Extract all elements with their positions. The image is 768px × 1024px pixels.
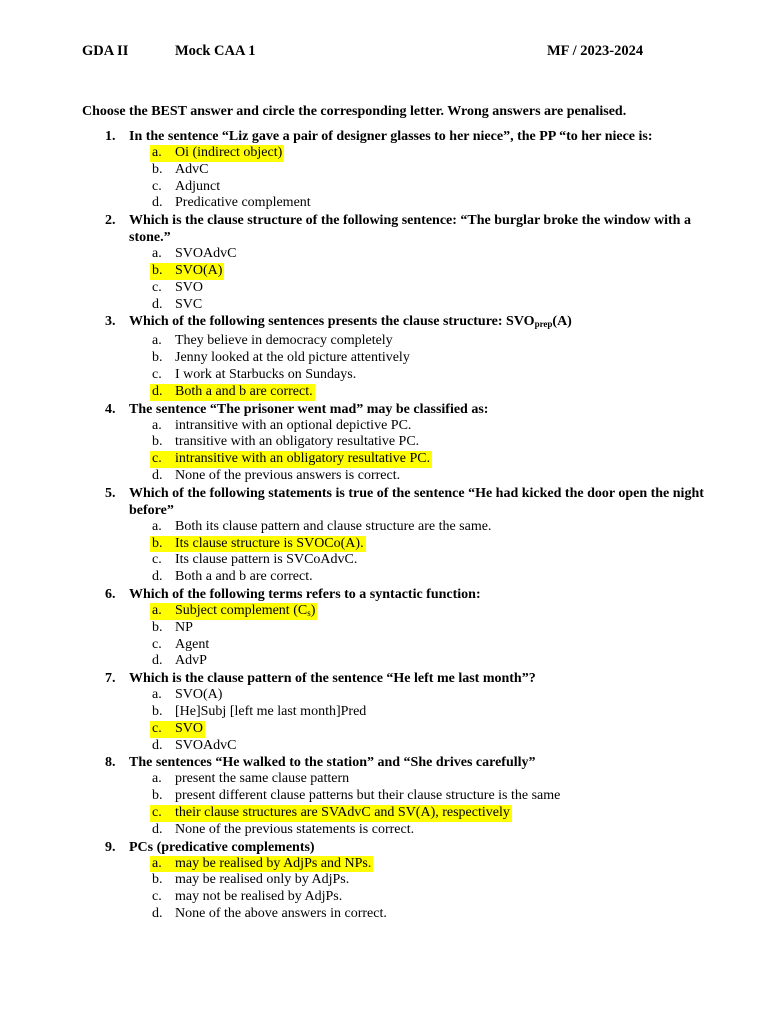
option-letter: d. [152,383,163,399]
option-letter: a. [152,417,162,433]
question [0,485,768,586]
option-letter: d. [152,467,163,483]
option-text [175,179,220,196]
answer-option[interactable] [0,889,768,906]
subscript: s [307,607,311,618]
option-text [175,687,222,704]
text: I work at Starbucks on Sundays. [175,366,357,382]
option-text [175,620,193,637]
text: NP [175,619,193,635]
text: Its clause pattern is SVCoAdvC. [175,552,358,568]
question-text [0,313,714,333]
text: intransitive with an optional depictive PC. [175,417,412,433]
answer-option[interactable] [0,653,768,670]
option-text [175,771,349,788]
option-letter: b. [152,535,163,551]
option-letter: a. [152,518,162,534]
text: (A) [552,314,572,330]
option-letter: d. [152,821,163,837]
question-number: 1. [105,129,116,144]
text: The sentence “The prisoner went mad” may be classified as: [129,401,489,417]
question-text [0,839,714,856]
question [0,670,768,754]
text: They believe in democracy completely [175,333,393,349]
option-letter: c. [152,178,162,194]
text: None of the above answers in correct. [175,905,387,921]
text: may be realised by AdjPs and NPs. [175,855,372,871]
option-text [175,418,411,435]
answer-option[interactable] [0,145,768,162]
exam-code: MF / 2023-2024 [547,43,644,59]
text: AdvC [175,161,209,177]
option-letter: b. [152,161,163,177]
question [0,313,768,400]
answer-option[interactable] [0,519,768,536]
page-header [82,43,702,63]
text: Which is the clause structure of the following sentence: “The burglar broke the window with a stone.” [129,213,691,246]
option-text [175,263,222,280]
option-text [175,350,410,367]
question [0,401,768,485]
option-letter: b. [152,262,163,278]
question [0,839,768,923]
answer-option[interactable] [0,179,768,196]
option-text [175,536,364,553]
text: transitive with an obligatory resultative PC. [175,434,420,450]
answer-option[interactable] [0,906,768,923]
text: The sentences “He walked to the station” and “She drives carefully” [129,755,536,771]
question-text [0,212,714,246]
answer-option[interactable] [0,704,768,721]
question-number: 7. [105,671,116,687]
text: SVOAdvC [175,737,237,753]
text: SVO(A) [175,687,223,703]
option-text [175,653,207,670]
option-letter: d. [152,195,163,211]
question-text [0,128,714,145]
option-letter: c. [152,804,162,820]
text: [He]Subj [left me last month]Pred [175,703,367,719]
text: Both a and b are correct. [175,569,313,585]
option-letter: d. [152,905,163,921]
text: Jenny looked at the old picture attentively [175,350,410,366]
text: None of the previous statements is correct. [175,821,415,837]
answer-option[interactable] [0,637,768,654]
answer-option[interactable] [0,822,768,839]
answer-option[interactable] [0,434,768,451]
option-text [175,162,208,179]
text: Its clause structure is SVOCo(A). [175,535,364,551]
answer-option[interactable] [0,536,768,553]
option-text [175,552,357,569]
course-name: GDA II [82,43,129,59]
text: Which of the following statements is true of the sentence “He had kicked the door open the night before” [129,485,704,518]
option-letter: c. [152,451,162,467]
text: present the same clause pattern [175,771,350,787]
option-text [175,246,236,263]
option-text [175,906,387,923]
text: SVO(A) [175,262,223,278]
option-text [175,384,313,401]
option-text [175,704,366,721]
question-number: 2. [105,213,116,229]
question-text [0,754,714,771]
answer-option[interactable] [0,552,768,569]
option-letter: a. [152,602,162,618]
option-letter: c. [152,279,162,295]
question-text [0,586,714,603]
text: Both its clause pattern and clause structure are the same. [175,518,492,534]
option-letter: c. [152,889,162,905]
text: Subject complement (C [175,602,308,618]
option-letter: a. [152,687,162,703]
option-letter: d. [152,653,163,669]
answer-option[interactable] [0,687,768,704]
option-letter: d. [152,569,163,585]
text: Agent [175,636,210,652]
answer-option[interactable] [0,721,768,738]
text: may be realised only by AdjPs. [175,872,350,888]
answer-option[interactable] [0,451,768,468]
option-letter: c. [152,636,162,652]
text: Predicative complement [175,195,311,211]
question-text [0,485,714,519]
answer-option[interactable] [0,620,768,637]
text: SVOAdvC [175,246,237,262]
answer-option[interactable] [0,738,768,755]
text: Which of the following terms refers to a syntactic function: [129,586,481,602]
answer-option[interactable] [0,603,768,620]
answer-option[interactable] [0,771,768,788]
option-text [175,434,419,451]
answer-option[interactable] [0,263,768,280]
option-letter: a. [152,333,162,349]
answer-option[interactable] [0,280,768,297]
question-number: 8. [105,755,116,771]
answer-option[interactable] [0,367,768,384]
question-number: 9. [105,839,116,855]
option-letter: b. [152,619,163,635]
answer-option[interactable] [0,569,768,586]
answer-option[interactable] [0,350,768,367]
option-text [175,738,236,755]
answer-option[interactable] [0,246,768,263]
answer-option[interactable] [0,333,768,350]
instructions: Choose the BEST answer and circle the corresponding letter. Wrong answers are penalised. [82,104,627,119]
option-letter: c. [152,366,162,382]
option-letter: c. [152,720,162,736]
option-text [175,333,393,350]
answer-option[interactable] [0,872,768,889]
text: present different clause patterns but their clause structure is the same [175,788,561,804]
answer-option[interactable] [0,788,768,805]
question [0,128,768,212]
option-letter: b. [152,703,163,719]
option-letter: d. [152,737,163,753]
option-letter: a. [152,145,162,160]
option-letter: b. [152,350,163,366]
option-text [175,297,202,314]
option-text [175,569,313,586]
option-text [175,872,349,889]
text: SVO [175,279,204,295]
text: intransitive with an obligatory resultative PC. [175,451,431,467]
option-text [175,367,356,384]
option-text [175,451,430,468]
option-text [175,280,203,297]
option-letter: b. [152,434,163,450]
option-text [175,822,414,839]
question-number: 4. [105,401,116,417]
option-text [175,145,282,162]
option-text [175,195,311,212]
option-letter: d. [152,296,163,312]
question-number: 3. [105,314,116,330]
option-letter: a. [152,246,162,262]
option-text [175,519,491,536]
text: PCs (predicative complements) [129,839,315,855]
option-letter: b. [152,872,163,888]
option-text [175,468,400,485]
option-letter: a. [152,771,162,787]
text: Oi (indirect object) [175,145,283,160]
answer-option[interactable] [0,195,768,212]
answer-option[interactable] [0,805,768,822]
option-text [175,805,510,822]
text: SVC [175,296,203,312]
text: AdvP [175,653,207,669]
text: None of the previous answers is correct. [175,467,401,483]
answer-option[interactable] [0,418,768,435]
text: Which is the clause pattern of the sentence “He left me last month”? [129,671,536,687]
option-letter: c. [152,552,162,568]
question [0,754,768,838]
text: may not be realised by AdjPs. [175,889,343,905]
answer-option[interactable] [0,297,768,314]
option-text [175,856,371,873]
question-list [0,128,768,923]
question-number: 6. [105,586,116,602]
option-letter: a. [152,855,162,871]
option-text [175,889,342,906]
question-text [0,670,714,687]
answer-option[interactable] [0,384,768,401]
answer-option[interactable] [0,856,768,873]
answer-option[interactable] [0,162,768,179]
option-text [175,637,209,654]
subscript: prep [534,319,553,330]
text: their clause structures are SVAdvC and SV(A), respectively [175,804,510,820]
option-letter: b. [152,788,163,804]
text: In the sentence “Liz gave a pair of designer glasses to her niece”, the PP “to her niece is: [129,129,653,144]
answer-option[interactable] [0,468,768,485]
question [0,212,768,313]
text: Adjunct [175,178,221,194]
exam-title: Mock CAA 1 [175,43,256,59]
text: ) [310,602,316,618]
question-text [0,401,714,418]
option-text [175,788,560,805]
question [0,586,768,670]
text: Both a and b are correct. [175,383,313,399]
option-text [175,721,203,738]
text: SVO [175,720,204,736]
question-number: 5. [105,485,116,501]
text: Which of the following sentences presents the clause structure: SVO [129,314,535,330]
